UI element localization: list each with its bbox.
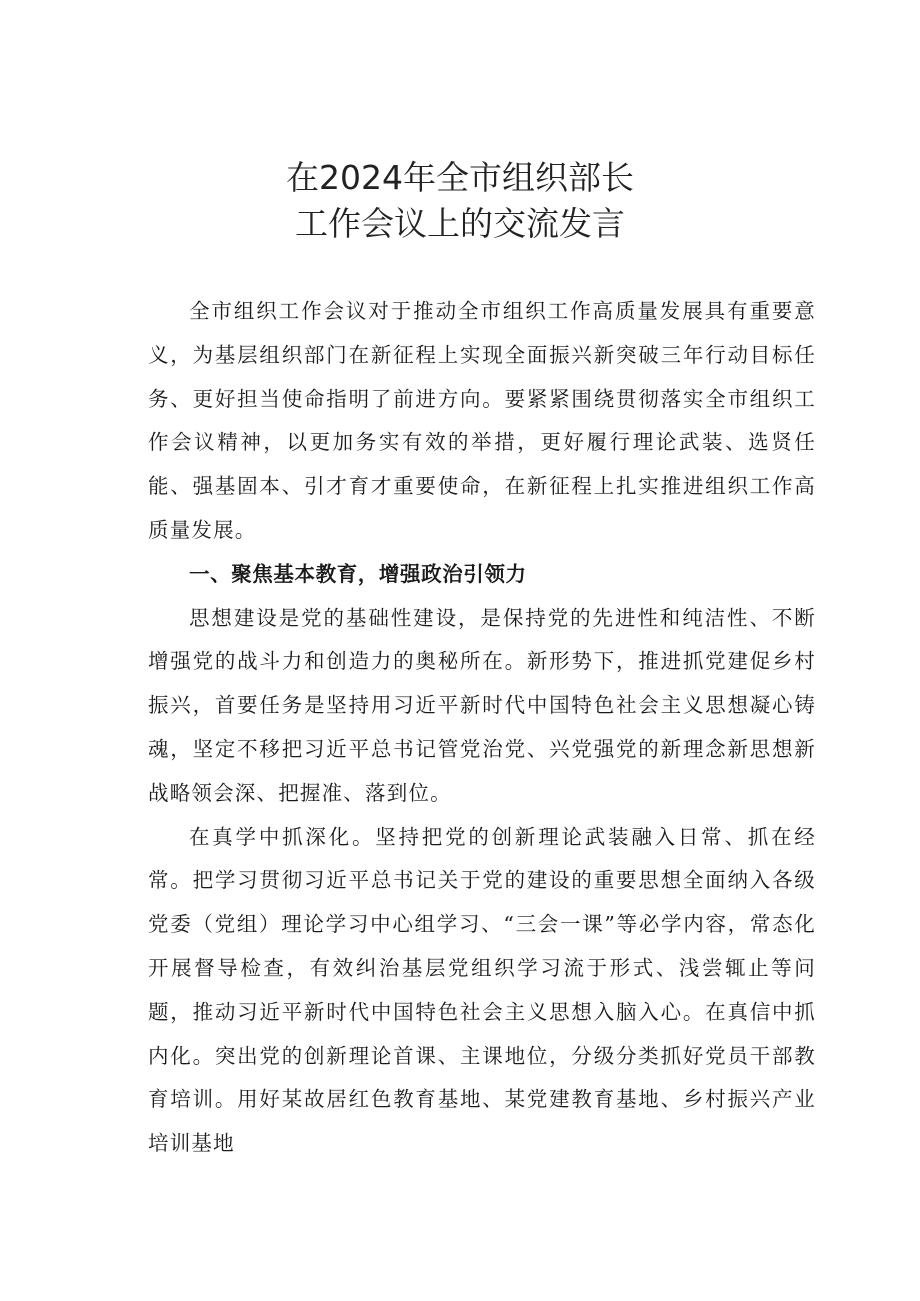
- body-paragraph: 思想建设是党的基础性建设，是保持党的先进性和纯洁性、不断增强党的战斗力和创造力的奥秘所在。新形势下，推进抓党建促乡村振兴，首要任务是坚持用习近平新时代中国特色社会主义思想凝心铸魂，坚定不移把习近平总书记管党治党、兴党强党的新理念新思想新战略领会深、把握准、落到位。: [148, 605, 816, 805]
- document-title-line2: 工作会议上的交流发言: [295, 204, 625, 243]
- section-heading-1: 一、聚焦基本教育，增强政治引领力: [189, 561, 527, 586]
- body-paragraph: 在真学中抓深化。坚持把党的创新理论武装融入日常、抓在经常。把学习贯彻习近平总书记关于党的建设的重要思想全面纳入各级党委（党组）理论学习中心组学习、“三会一课”等必学内容，常态化开展督导检查，有效纠治基层党组织学习流于形式、浅尝辄止等问题，推动习近平新时代中国特色社会主义思想入脑入心。在真信中抓内化。突出党的创新理论首课、主课地位，分级分类抓好党员干部教育培训。用好某故居红色教育基地、某党建教育基地、乡村振兴产业培训基地: [148, 824, 816, 1156]
- document-body: [148, 290, 816, 1166]
- intro-paragraph: 全市组织工作会议对于推动全市组织工作高质量发展具有重要意义，为基层组织部门在新征程上实现全面振兴新突破三年行动目标任务、更好担当使命指明了前进方向。要紧紧围绕贯彻落实全市组织工作会议精神，以更加务实有效的举措，更好履行理论武装、选贤任能、强基固本、引才育才重要使命，在新征程上扎实推进组织工作高质量发展。: [148, 299, 816, 542]
- document-title-line1: 在2024年全市组织部长: [286, 158, 634, 197]
